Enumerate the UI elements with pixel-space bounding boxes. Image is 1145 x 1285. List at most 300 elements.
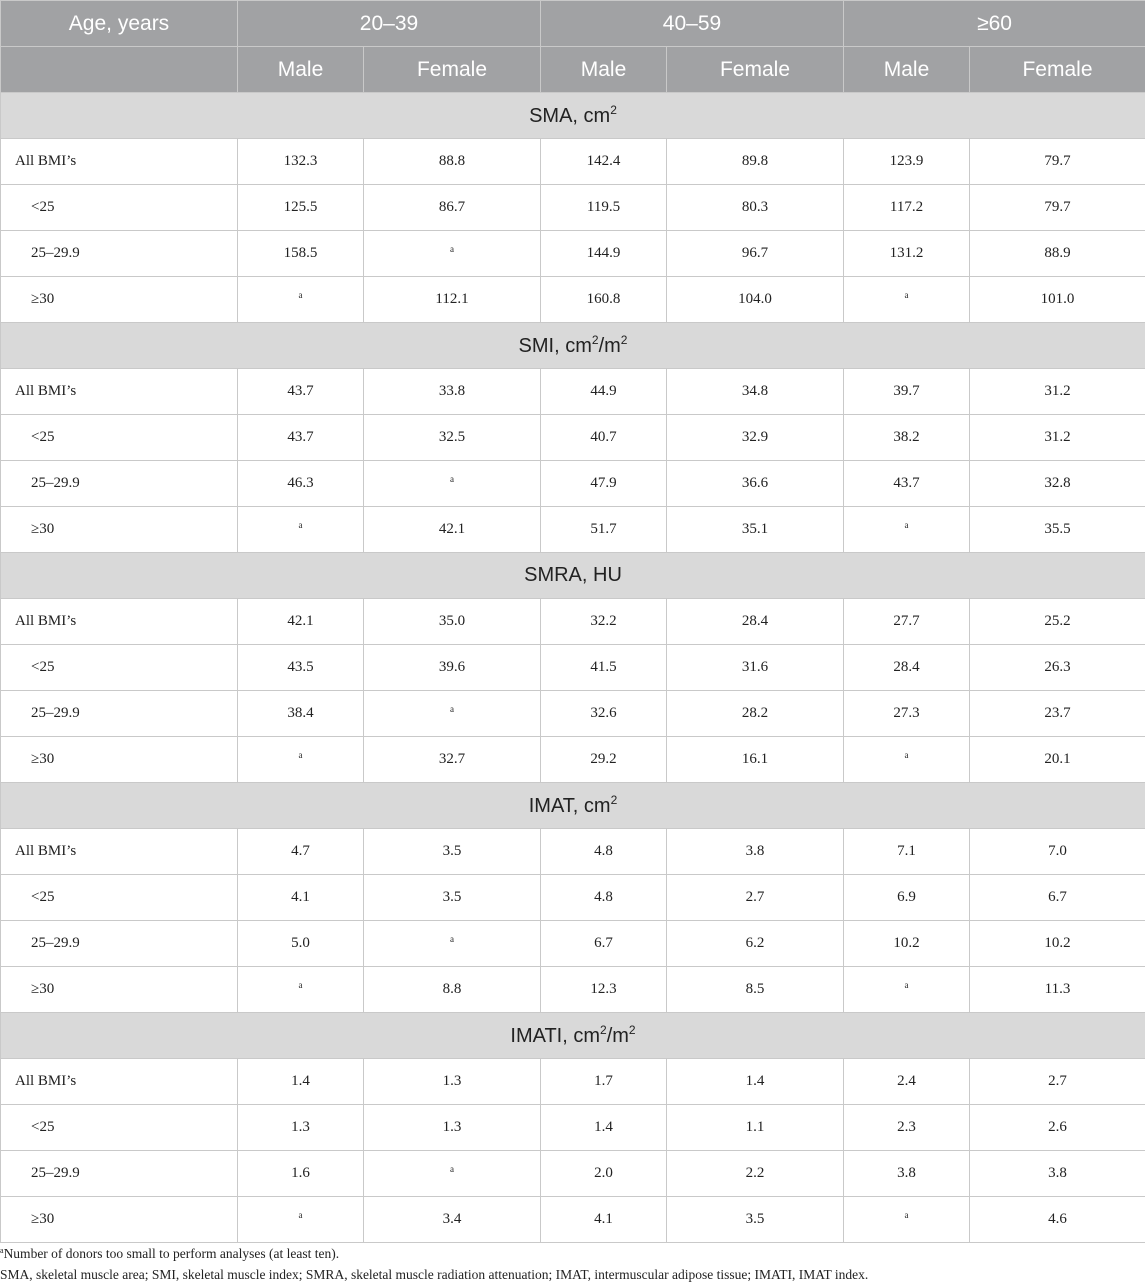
cell-value: 2.3: [897, 1119, 916, 1135]
cell-value: 4.1: [594, 1211, 613, 1227]
footnote-mark: a: [905, 1210, 909, 1220]
footnote-mark: a: [905, 520, 909, 530]
table-cell: [541, 461, 667, 507]
cell-value: 3.8: [1048, 1165, 1067, 1181]
table-cell: [970, 369, 1145, 415]
cell-value: 29.2: [590, 751, 616, 767]
footnote-mark: a: [450, 934, 454, 944]
footnote-mark: a: [905, 750, 909, 760]
cell-value: 2.4: [897, 1073, 916, 1089]
table-cell: [238, 829, 364, 875]
table-row: [1, 507, 1145, 553]
cell-value: 36.6: [742, 475, 768, 491]
table-cell: [541, 737, 667, 783]
footnote-mark: a: [299, 290, 303, 300]
footnote-a: [0, 1240, 1145, 1264]
table-cell: [238, 461, 364, 507]
footnote-mark: a: [450, 1164, 454, 1174]
table-row: [1, 1105, 1145, 1151]
cell-value: 43.7: [287, 429, 313, 445]
cell-value: 2.6: [1048, 1119, 1067, 1135]
table-cell: [364, 1151, 541, 1197]
empty-header-cell: [1, 47, 238, 93]
row-label: ≥30: [1, 967, 238, 1013]
cell-value: 1.7: [594, 1073, 613, 1089]
cell-value: 3.5: [443, 889, 462, 905]
footnote-mark: a: [299, 1210, 303, 1220]
table-cell: [667, 139, 844, 185]
section-title-text: SMRA, HU: [524, 564, 622, 586]
table-cell: [844, 1151, 970, 1197]
table-cell: [238, 875, 364, 921]
cell-value: 28.4: [893, 659, 919, 675]
table-body: [1, 93, 1145, 1243]
cell-value: 2.0: [594, 1165, 613, 1181]
cell-value: 2.7: [1048, 1073, 1067, 1089]
cell-value: 25.2: [1044, 613, 1070, 629]
row-label: 25–29.9: [1, 921, 238, 967]
row-label: <25: [1, 185, 238, 231]
footnote-mark: a: [299, 520, 303, 530]
cell-value: 125.5: [284, 199, 318, 215]
cell-value: 4.8: [594, 843, 613, 859]
cell-value: 1.4: [594, 1119, 613, 1135]
table-cell: [970, 1197, 1145, 1243]
table-row: [1, 369, 1145, 415]
table-cell: [844, 369, 970, 415]
cell-value: 32.6: [590, 705, 616, 721]
row-label: 25–29.9: [1, 691, 238, 737]
cell-value: 38.2: [893, 429, 919, 445]
cell-value: 79.7: [1044, 199, 1070, 215]
table-cell: [667, 1197, 844, 1243]
table-cell: [238, 507, 364, 553]
cell-value: 43.7: [893, 475, 919, 491]
table-cell: [364, 1197, 541, 1243]
table-cell: [667, 461, 844, 507]
table-cell: [844, 599, 970, 645]
table-cell: [667, 967, 844, 1013]
unit-superscript: 2: [611, 793, 618, 807]
table-row: [1, 461, 1145, 507]
table-row: [1, 1197, 1145, 1243]
cell-value: 5.0: [291, 935, 310, 951]
row-label: <25: [1, 1105, 238, 1151]
table-cell: [667, 645, 844, 691]
cell-value: 20.1: [1044, 751, 1070, 767]
table-cell: [541, 507, 667, 553]
footnote-mark: a: [0, 1246, 4, 1255]
table-cell: [541, 277, 667, 323]
table-cell: [844, 461, 970, 507]
table-cell: [364, 921, 541, 967]
table-cell: [238, 1151, 364, 1197]
unit-suffix: /m: [607, 1025, 629, 1047]
table-cell: [970, 737, 1145, 783]
table-cell: [844, 185, 970, 231]
section-header-row: [1, 783, 1145, 829]
cell-value: 2.2: [746, 1165, 765, 1181]
table-cell: [667, 415, 844, 461]
row-label: 25–29.9: [1, 1151, 238, 1197]
table-row: [1, 139, 1145, 185]
table-cell: [238, 1197, 364, 1243]
unit-superscript: 2: [610, 103, 617, 117]
table-cell: [970, 139, 1145, 185]
cell-value: 1.3: [443, 1119, 462, 1135]
table-cell: [844, 415, 970, 461]
header-row-sex: [1, 47, 1145, 93]
table-cell: [844, 277, 970, 323]
table-row: [1, 1151, 1145, 1197]
cell-value: 6.9: [897, 889, 916, 905]
unit-superscript: 2: [621, 333, 628, 347]
table-cell: [970, 507, 1145, 553]
cell-value: 32.2: [590, 613, 616, 629]
table-cell: [364, 645, 541, 691]
sex-header: Female: [667, 47, 844, 93]
table-cell: [364, 415, 541, 461]
table-cell: [667, 921, 844, 967]
table-cell: [541, 415, 667, 461]
cell-value: 35.0: [439, 613, 465, 629]
cell-value: 123.9: [890, 153, 924, 169]
section-title: [1, 93, 1145, 139]
table-cell: [970, 277, 1145, 323]
table-cell: [364, 139, 541, 185]
cell-value: 32.5: [439, 429, 465, 445]
table-cell: [238, 277, 364, 323]
cell-value: 39.6: [439, 659, 465, 675]
table-cell: [238, 691, 364, 737]
table-cell: [238, 967, 364, 1013]
table-cell: [238, 599, 364, 645]
cell-value: 27.3: [893, 705, 919, 721]
cell-value: 79.7: [1044, 153, 1070, 169]
row-label: All BMI’s: [1, 829, 238, 875]
table-cell: [364, 829, 541, 875]
table-cell: [970, 645, 1145, 691]
table-cell: [970, 231, 1145, 277]
table-cell: [970, 967, 1145, 1013]
table-cell: [844, 645, 970, 691]
cell-value: 10.2: [893, 935, 919, 951]
cell-value: 160.8: [587, 291, 621, 307]
table-cell: [364, 231, 541, 277]
section-title: [1, 1013, 1145, 1059]
cell-value: 101.0: [1041, 291, 1075, 307]
footnote-mark: a: [905, 290, 909, 300]
table-row: [1, 921, 1145, 967]
row-label: ≥30: [1, 277, 238, 323]
table-row: [1, 645, 1145, 691]
table-row: [1, 231, 1145, 277]
row-label: 25–29.9: [1, 231, 238, 277]
table-row: [1, 967, 1145, 1013]
cell-value: 89.8: [742, 153, 768, 169]
table-cell: [541, 829, 667, 875]
cell-value: 1.4: [746, 1073, 765, 1089]
table-cell: [844, 1197, 970, 1243]
table-cell: [970, 461, 1145, 507]
unit-superscript: 2: [600, 1023, 607, 1037]
table-row: [1, 875, 1145, 921]
cell-value: 1.4: [291, 1073, 310, 1089]
footnote-mark: a: [299, 980, 303, 990]
cell-value: 46.3: [287, 475, 313, 491]
cell-value: 3.4: [443, 1211, 462, 1227]
row-label: ≥30: [1, 737, 238, 783]
header-row-age-groups: [1, 1, 1145, 47]
section-header-row: [1, 1013, 1145, 1059]
table-row: [1, 691, 1145, 737]
table-cell: [541, 875, 667, 921]
cell-value: 86.7: [439, 199, 465, 215]
table-cell: [970, 599, 1145, 645]
table-cell: [844, 691, 970, 737]
table-row: [1, 277, 1145, 323]
table-cell: [238, 231, 364, 277]
table-cell: [238, 1105, 364, 1151]
cell-value: 35.1: [742, 521, 768, 537]
cell-value: 40.7: [590, 429, 616, 445]
cell-value: 35.5: [1044, 521, 1070, 537]
section-title: [1, 553, 1145, 599]
cell-value: 33.8: [439, 383, 465, 399]
table-cell: [844, 875, 970, 921]
section-header-row: [1, 553, 1145, 599]
table-cell: [364, 369, 541, 415]
table-cell: [541, 599, 667, 645]
table-row: [1, 829, 1145, 875]
footnote-mark: a: [299, 750, 303, 760]
row-label: <25: [1, 415, 238, 461]
cell-value: 47.9: [590, 475, 616, 491]
section-header-row: [1, 323, 1145, 369]
cell-value: 16.1: [742, 751, 768, 767]
cell-value: 119.5: [587, 199, 620, 215]
row-label: All BMI’s: [1, 1059, 238, 1105]
table-cell: [844, 1059, 970, 1105]
table-cell: [541, 185, 667, 231]
row-label: <25: [1, 875, 238, 921]
cell-value: 32.8: [1044, 475, 1070, 491]
sex-header: Male: [238, 47, 364, 93]
cell-value: 51.7: [590, 521, 616, 537]
table-cell: [541, 139, 667, 185]
cell-value: 158.5: [284, 245, 318, 261]
table-cell: [667, 829, 844, 875]
table-cell: [667, 277, 844, 323]
cell-value: 88.8: [439, 153, 465, 169]
cell-value: 6.7: [1048, 889, 1067, 905]
table-cell: [541, 691, 667, 737]
section-title-text: IMAT, cm: [529, 795, 611, 817]
table-cell: [667, 507, 844, 553]
table-row: [1, 1059, 1145, 1105]
row-label: All BMI’s: [1, 599, 238, 645]
table-header: [1, 1, 1145, 93]
cell-value: 41.5: [590, 659, 616, 675]
table-cell: [364, 507, 541, 553]
table-cell: [667, 737, 844, 783]
table-cell: [541, 921, 667, 967]
table-cell: [667, 231, 844, 277]
cell-value: 1.6: [291, 1165, 310, 1181]
table-cell: [541, 967, 667, 1013]
table-cell: [970, 185, 1145, 231]
table-cell: [667, 599, 844, 645]
section-title-text: SMI, cm: [519, 335, 592, 357]
cell-value: 7.0: [1048, 843, 1067, 859]
row-label: All BMI’s: [1, 369, 238, 415]
cell-value: 1.3: [443, 1073, 462, 1089]
table-cell: [541, 1105, 667, 1151]
abbreviations-note: SMA, skeletal muscle area; SMI, skeletal muscle index; SMRA, skeletal muscle radiation attenuation; IMAT, intermuscular adipose tissue; IMATI, IMAT index.: [0, 1264, 1145, 1285]
row-label: All BMI’s: [1, 139, 238, 185]
cell-value: 4.6: [1048, 1211, 1067, 1227]
footnote-mark: a: [905, 980, 909, 990]
table-cell: [970, 921, 1145, 967]
footnote-mark: a: [450, 704, 454, 714]
table-cell: [844, 829, 970, 875]
table-cell: [541, 369, 667, 415]
cell-value: 6.2: [746, 935, 765, 951]
row-label: ≥30: [1, 507, 238, 553]
cell-value: 27.7: [893, 613, 919, 629]
cell-value: 23.7: [1044, 705, 1070, 721]
table-cell: [238, 1059, 364, 1105]
row-label: ≥30: [1, 1197, 238, 1243]
cell-value: 44.9: [590, 383, 616, 399]
table-cell: [238, 737, 364, 783]
table-cell: [667, 1151, 844, 1197]
cell-value: 3.8: [746, 843, 765, 859]
table-cell: [844, 737, 970, 783]
cell-value: 3.5: [443, 843, 462, 859]
table-cell: [541, 1151, 667, 1197]
table-row: [1, 599, 1145, 645]
table-row: [1, 415, 1145, 461]
section-title: [1, 323, 1145, 369]
table-cell: [970, 1105, 1145, 1151]
cell-value: 11.3: [1045, 981, 1071, 997]
table-cell: [238, 921, 364, 967]
cell-value: 39.7: [893, 383, 919, 399]
table-cell: [844, 1105, 970, 1151]
cell-value: 104.0: [738, 291, 772, 307]
table-cell: [238, 415, 364, 461]
table-cell: [541, 645, 667, 691]
sex-header: Male: [844, 47, 970, 93]
table-cell: [238, 139, 364, 185]
cell-value: 32.7: [439, 751, 465, 767]
sex-header: Female: [364, 47, 541, 93]
table-cell: [667, 1105, 844, 1151]
cell-value: 12.3: [590, 981, 616, 997]
table-cell: [364, 277, 541, 323]
row-label: 25–29.9: [1, 461, 238, 507]
table-cell: [667, 691, 844, 737]
table-cell: [844, 967, 970, 1013]
table-cell: [238, 645, 364, 691]
cell-value: 34.8: [742, 383, 768, 399]
section-header-row: [1, 93, 1145, 139]
table-cell: [541, 1059, 667, 1105]
cell-value: 1.1: [746, 1119, 765, 1135]
section-title-text: SMA, cm: [529, 105, 610, 127]
cell-value: 31.6: [742, 659, 768, 675]
cell-value: 88.9: [1044, 245, 1070, 261]
table-row: [1, 185, 1145, 231]
cell-value: 38.4: [287, 705, 313, 721]
footnote-a-text: Number of donors too small to perform analyses (at least ten).: [4, 1246, 340, 1261]
cell-value: 28.4: [742, 613, 768, 629]
cell-value: 117.2: [890, 199, 923, 215]
table-cell: [667, 875, 844, 921]
unit-superscript: 2: [629, 1023, 636, 1037]
table-cell: [364, 1059, 541, 1105]
cell-value: 142.4: [587, 153, 621, 169]
sex-header: Male: [541, 47, 667, 93]
table-cell: [970, 875, 1145, 921]
table-cell: [970, 415, 1145, 461]
table-cell: [844, 921, 970, 967]
cell-value: 7.1: [897, 843, 916, 859]
cell-value: 6.7: [594, 935, 613, 951]
cell-value: 42.1: [439, 521, 465, 537]
cell-value: 3.8: [897, 1165, 916, 1181]
table-footnotes: [0, 1240, 1145, 1285]
cell-value: 144.9: [587, 245, 621, 261]
table-row: [1, 737, 1145, 783]
table-cell: [844, 507, 970, 553]
table-cell: [667, 185, 844, 231]
cell-value: 1.3: [291, 1119, 310, 1135]
table-cell: [970, 829, 1145, 875]
unit-superscript: 2: [592, 333, 599, 347]
cell-value: 43.5: [287, 659, 313, 675]
cell-value: 132.3: [284, 153, 318, 169]
cell-value: 8.8: [443, 981, 462, 997]
cell-value: 4.1: [291, 889, 310, 905]
table-cell: [364, 461, 541, 507]
table-cell: [364, 599, 541, 645]
cell-value: 31.2: [1044, 429, 1070, 445]
table-cell: [970, 691, 1145, 737]
table-cell: [238, 369, 364, 415]
cell-value: 3.5: [746, 1211, 765, 1227]
cell-value: 32.9: [742, 429, 768, 445]
table-cell: [364, 185, 541, 231]
cell-value: 96.7: [742, 245, 768, 261]
table-cell: [238, 185, 364, 231]
table-cell: [844, 231, 970, 277]
cell-value: 2.7: [746, 889, 765, 905]
table-cell: [541, 231, 667, 277]
cell-value: 4.8: [594, 889, 613, 905]
cell-value: 43.7: [287, 383, 313, 399]
table-cell: [364, 875, 541, 921]
footnote-mark: a: [450, 244, 454, 254]
cell-value: 42.1: [287, 613, 313, 629]
table-cell: [364, 967, 541, 1013]
age-header: Age, years: [1, 1, 238, 47]
section-title-text: IMATI, cm: [510, 1025, 600, 1047]
table-cell: [970, 1151, 1145, 1197]
cell-value: 131.2: [890, 245, 924, 261]
age-group-header: 40–59: [541, 1, 844, 47]
